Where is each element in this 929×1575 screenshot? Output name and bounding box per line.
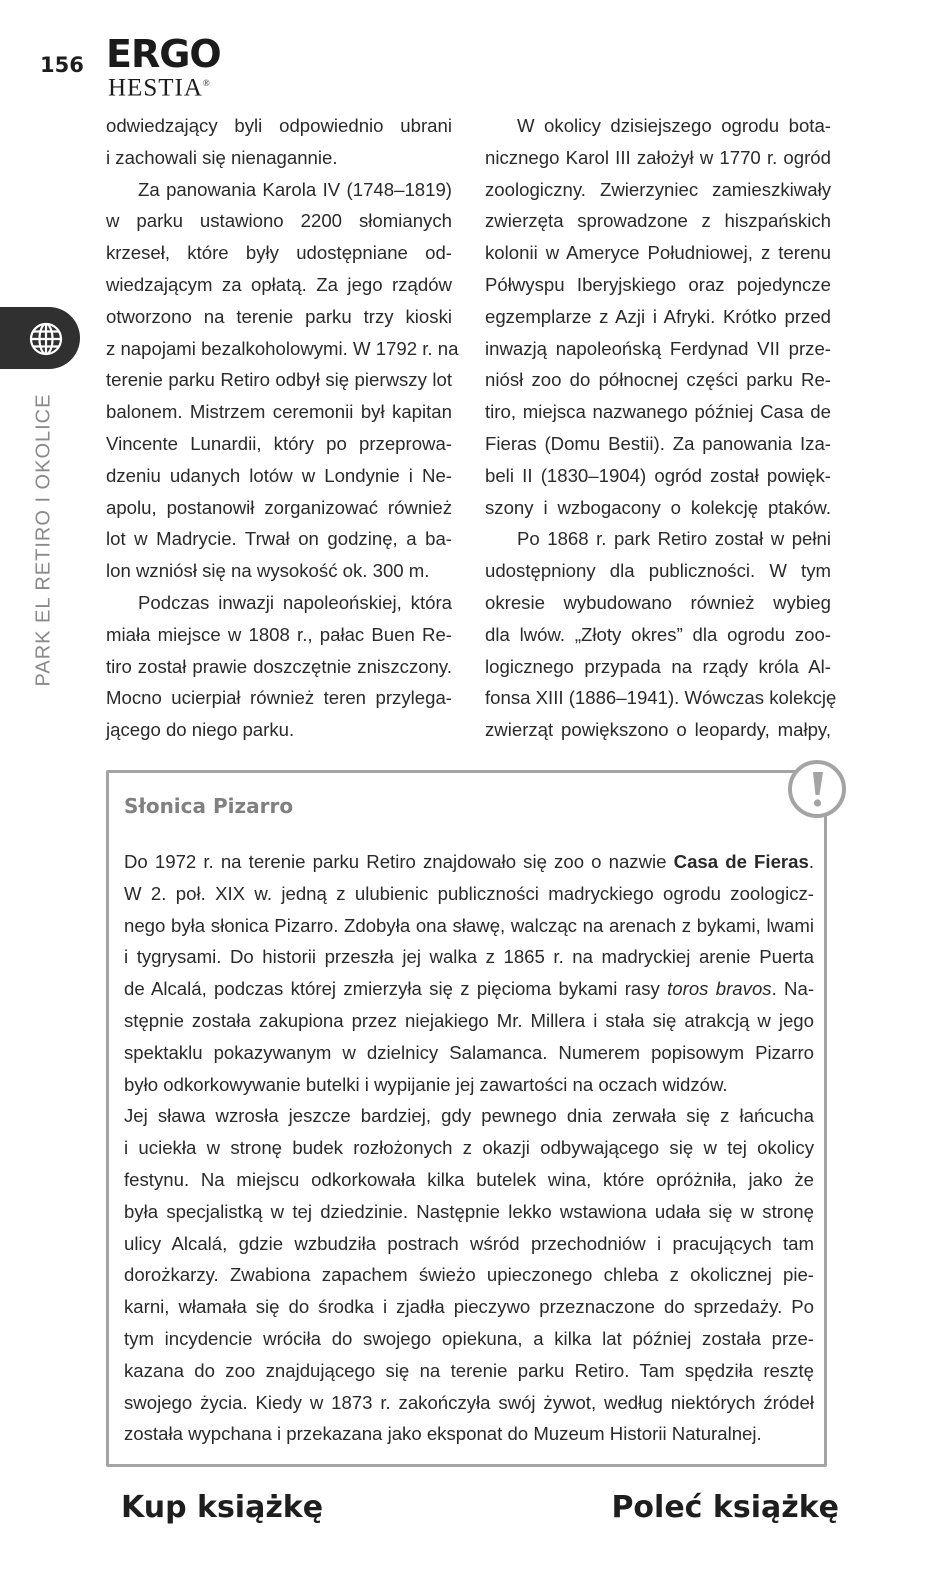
text-segment: wiedzającym za opłatą. Za jego rządów bbox=[106, 273, 452, 295]
text-line bbox=[124, 1100, 814, 1132]
logo-hestia-wordmark bbox=[108, 70, 211, 101]
text-segment: festynu. Na miejscu odkorkowała kilka butelek wina, które opróżniła, jako że bbox=[124, 1168, 814, 1190]
section-tab bbox=[0, 307, 80, 369]
text-line bbox=[106, 714, 452, 746]
text-segment: Półwyspu Iberyjskiego oraz pojedyncze bbox=[485, 273, 831, 295]
text-segment: Za panowania Karola IV (1748–1819) bbox=[138, 178, 452, 200]
text-segment: balonem. Mistrzem ceremonii był kapitan bbox=[106, 401, 452, 423]
text-segment: szony i wzbogacony o kolekcję ptaków. bbox=[485, 496, 831, 518]
text-segment: beli II (1830–1904) ogród został powięk- bbox=[485, 464, 831, 486]
text-line bbox=[485, 651, 831, 683]
text-segment: stępnie została zakupiona przez niejakiego Mr. Millera i stała się atrakcją w jego bbox=[124, 1009, 814, 1031]
text-segment: dla lwów. „Złoty okres” dla ogrodu zoo- bbox=[485, 623, 831, 645]
text-line bbox=[485, 269, 831, 301]
italic-term: toros bravos bbox=[667, 978, 772, 1000]
text-segment: logicznego przypada na rządy króla Al- bbox=[485, 655, 831, 677]
text-line bbox=[485, 619, 831, 651]
text-segment: udostępniony dla publiczności. W tym bbox=[485, 560, 831, 582]
text-line bbox=[485, 142, 831, 174]
text-line bbox=[485, 174, 831, 206]
text-segment: fonsa XIII (1886–1941). Wówczas kolekcję bbox=[485, 687, 837, 709]
text-line bbox=[106, 682, 452, 714]
text-segment: lon wzniósł się na wysokość ok. 300 m. bbox=[106, 560, 430, 582]
text-line bbox=[485, 396, 831, 428]
text-line bbox=[485, 333, 831, 365]
text-line bbox=[124, 1005, 814, 1037]
text-line bbox=[124, 846, 814, 878]
text-line bbox=[106, 205, 452, 237]
section-label: PARK EL RETIRO I OKOLICE bbox=[32, 393, 55, 687]
text-segment: Mocno ucierpiał również teren przylega- bbox=[106, 687, 452, 709]
text-line bbox=[124, 910, 814, 942]
text-line bbox=[124, 1323, 814, 1355]
text-segment: okresie wybudowano również wybieg bbox=[485, 591, 831, 613]
text-line bbox=[124, 1037, 814, 1069]
text-line bbox=[124, 1228, 814, 1260]
text-segment: apolu, postanowił zorganizować również bbox=[106, 496, 452, 518]
text-line bbox=[106, 428, 452, 460]
logo-hestia-text: HESTIA bbox=[108, 74, 203, 102]
text-line bbox=[124, 1291, 814, 1323]
text-segment: Fieras (Domu Bestii). Za panowania Iza- bbox=[485, 432, 831, 454]
text-segment: inwazją napoleońską Ferdynad VII prze- bbox=[485, 337, 831, 359]
text-line bbox=[106, 555, 452, 587]
text-line bbox=[106, 492, 452, 524]
text-segment: w parku ustawiono 2200 słomianych bbox=[106, 210, 452, 232]
text-segment: krzeseł, które były udostępniane od- bbox=[106, 242, 452, 264]
text-line bbox=[106, 460, 452, 492]
text-segment: W okolicy dzisiejszego ogrodu bota- bbox=[517, 115, 831, 136]
text-segment: nego była słonica Pizarro. Zdobyła ona sławę, walcząc na arenach z bykami, lwami bbox=[124, 914, 814, 936]
text-segment: W 2. poł. XIX w. jedną z ulubienic publiczności madryckiego ogrodu zoologicz- bbox=[124, 882, 814, 904]
text-segment: Jej sława wzrosła jeszcze bardziej, gdy pewnego dnia zerwała się z łańcucha bbox=[124, 1105, 814, 1127]
text-column-right bbox=[485, 110, 837, 746]
text-segment: Podczas inwazji napoleońskiej, która bbox=[138, 591, 452, 613]
text-segment: z napojami bezalkoholowymi. W 1792 r. na bbox=[106, 337, 459, 359]
text-segment: dzeniu udanych lotów w Londynie i Ne- bbox=[106, 464, 452, 486]
text-segment: . bbox=[808, 851, 814, 872]
text-line bbox=[485, 205, 831, 237]
text-segment: niósł zoo do północnej części parku Re- bbox=[485, 369, 831, 391]
buy-book-link[interactable]: Kup książkę bbox=[121, 1490, 324, 1525]
box-title: Słonica Pizarro bbox=[124, 794, 294, 818]
ergo-hestia-logo bbox=[106, 32, 221, 102]
recommend-book-link[interactable]: Poleć książkę bbox=[611, 1490, 839, 1525]
exclamation-icon bbox=[786, 758, 848, 820]
text-line bbox=[124, 973, 814, 1005]
text-segment: Vincente Lunardii, który po przeprowa- bbox=[106, 432, 452, 454]
bold-term: Casa de Fieras bbox=[673, 851, 809, 872]
text-line bbox=[106, 110, 452, 142]
text-segment: spektaklu pokazywanym w dzielnicy Salamanca. Numerem popisowym Pizarro bbox=[124, 1041, 814, 1063]
text-line bbox=[106, 237, 452, 269]
text-segment: zwierząt powiększono o leopardy, małpy, bbox=[485, 719, 831, 741]
text-line bbox=[106, 301, 452, 333]
text-line bbox=[485, 110, 831, 142]
text-line bbox=[124, 1259, 814, 1291]
text-segment: terenie parku Retiro odbył się pierwszy lot bbox=[106, 369, 452, 391]
text-line bbox=[124, 1387, 814, 1419]
text-segment: kolonii w Ameryce Południowej, z terenu bbox=[485, 242, 831, 264]
text-segment: . Na- bbox=[771, 978, 815, 1000]
text-line bbox=[106, 364, 452, 396]
globe-icon bbox=[28, 321, 64, 357]
text-line bbox=[485, 428, 831, 460]
text-line bbox=[124, 1355, 814, 1387]
text-line bbox=[485, 301, 831, 333]
text-segment: nicznego Karol III założył w 1770 r. ogród bbox=[485, 146, 831, 168]
logo-registered-mark: ® bbox=[202, 78, 211, 88]
text-line bbox=[485, 237, 831, 269]
text-segment: egzemplarze z Azji i Afryki. Krótko przed bbox=[485, 305, 831, 327]
logo-ergo-text: ERGO bbox=[106, 32, 221, 76]
page-number: 156 bbox=[40, 53, 84, 77]
text-segment: była specjalistką w tej dziedzinie. Następnie lekko wstawiona udała się w stronę bbox=[124, 1200, 814, 1222]
text-segment: tiro został prawie doszczętnie zniszczony. bbox=[106, 655, 452, 677]
text-segment: miała miejsce w 1808 r., pałac Buen Re- bbox=[106, 623, 452, 645]
text-line bbox=[485, 555, 831, 587]
text-line bbox=[106, 587, 452, 619]
text-line bbox=[124, 1164, 814, 1196]
text-line bbox=[124, 1196, 814, 1228]
text-column-left bbox=[106, 110, 459, 746]
text-line bbox=[124, 878, 814, 910]
text-segment: ulicy Alcalá, gdzie wzbudziła postrach wśród przechodniów i pracujących tam bbox=[124, 1232, 814, 1254]
text-line bbox=[106, 619, 452, 651]
text-segment: dorożkarzy. Zwabiona zapachem świeżo upieczonego chleba z okolicznej pie- bbox=[124, 1264, 814, 1286]
text-segment: jącego do niego parku. bbox=[106, 719, 295, 741]
text-segment: odwiedzający byli odpowiednio ubrani bbox=[106, 115, 452, 136]
text-line bbox=[485, 364, 831, 396]
text-segment: swojego życia. Kiedy w 1873 r. zakończyła swój żywot, według niektórych źródeł bbox=[124, 1391, 814, 1413]
text-segment: Do 1972 r. na terenie parku Retiro znajdowało się zoo o nazwie bbox=[124, 851, 674, 872]
text-line bbox=[124, 941, 814, 973]
text-line bbox=[106, 333, 459, 365]
text-segment: tym incydencie wróciła do swojego opiekuna, a kilka lat później została prze- bbox=[124, 1327, 814, 1349]
text-line bbox=[485, 682, 837, 714]
text-line bbox=[485, 714, 831, 746]
text-segment: Po 1868 r. park Retiro został w pełni bbox=[517, 528, 831, 550]
text-line bbox=[124, 1418, 814, 1450]
text-line bbox=[485, 492, 831, 524]
text-line bbox=[485, 587, 831, 619]
text-line bbox=[106, 174, 452, 206]
text-segment: zoologiczny. Zwierzyniec zamieszkiwały bbox=[485, 178, 831, 200]
text-line bbox=[106, 523, 452, 555]
box-text bbox=[124, 846, 814, 1450]
text-segment: de Alcalá, podczas której zmierzyła się z pięcioma bykami rasy bbox=[124, 978, 668, 1000]
text-line bbox=[124, 1069, 814, 1101]
text-segment: otworzono na terenie parku trzy kioski bbox=[106, 305, 452, 327]
text-line bbox=[485, 460, 831, 492]
text-line bbox=[106, 269, 452, 301]
text-segment: było odkorkowywanie butelki i wypijanie jej zawartości na oczach widzów. bbox=[124, 1073, 728, 1095]
text-segment: zwierzęta sprowadzone z hiszpańskich bbox=[485, 210, 831, 232]
text-segment: i uciekła w stronę budek rozłożonych z okazji odbywającego się w tej okolicy bbox=[124, 1137, 814, 1159]
text-segment: lot w Madrycie. Trwał on godzinę, a ba- bbox=[106, 528, 452, 550]
text-segment: kazana do zoo znajdującego się na terenie parku Retiro. Tam spędziła resztę bbox=[124, 1359, 814, 1381]
text-line bbox=[106, 142, 452, 174]
text-line bbox=[106, 396, 452, 428]
text-line bbox=[106, 651, 452, 683]
text-line bbox=[485, 523, 831, 555]
text-segment: i tygrysami. Do historii przeszła jej walka z 1865 r. na madryckiej arenie Puerta bbox=[124, 946, 814, 968]
text-line bbox=[124, 1132, 814, 1164]
text-segment: karni, włamała się do środka i zjadła pieczywo przeznaczone do sprzedaży. Po bbox=[124, 1296, 814, 1318]
text-segment: tiro, miejsca nazwanego później Casa de bbox=[485, 401, 831, 423]
text-segment: i zachowali się nienagannie. bbox=[106, 146, 338, 168]
text-segment: została wypchana i przekazana jako eksponat do Muzeum Historii Naturalnej. bbox=[124, 1423, 762, 1445]
